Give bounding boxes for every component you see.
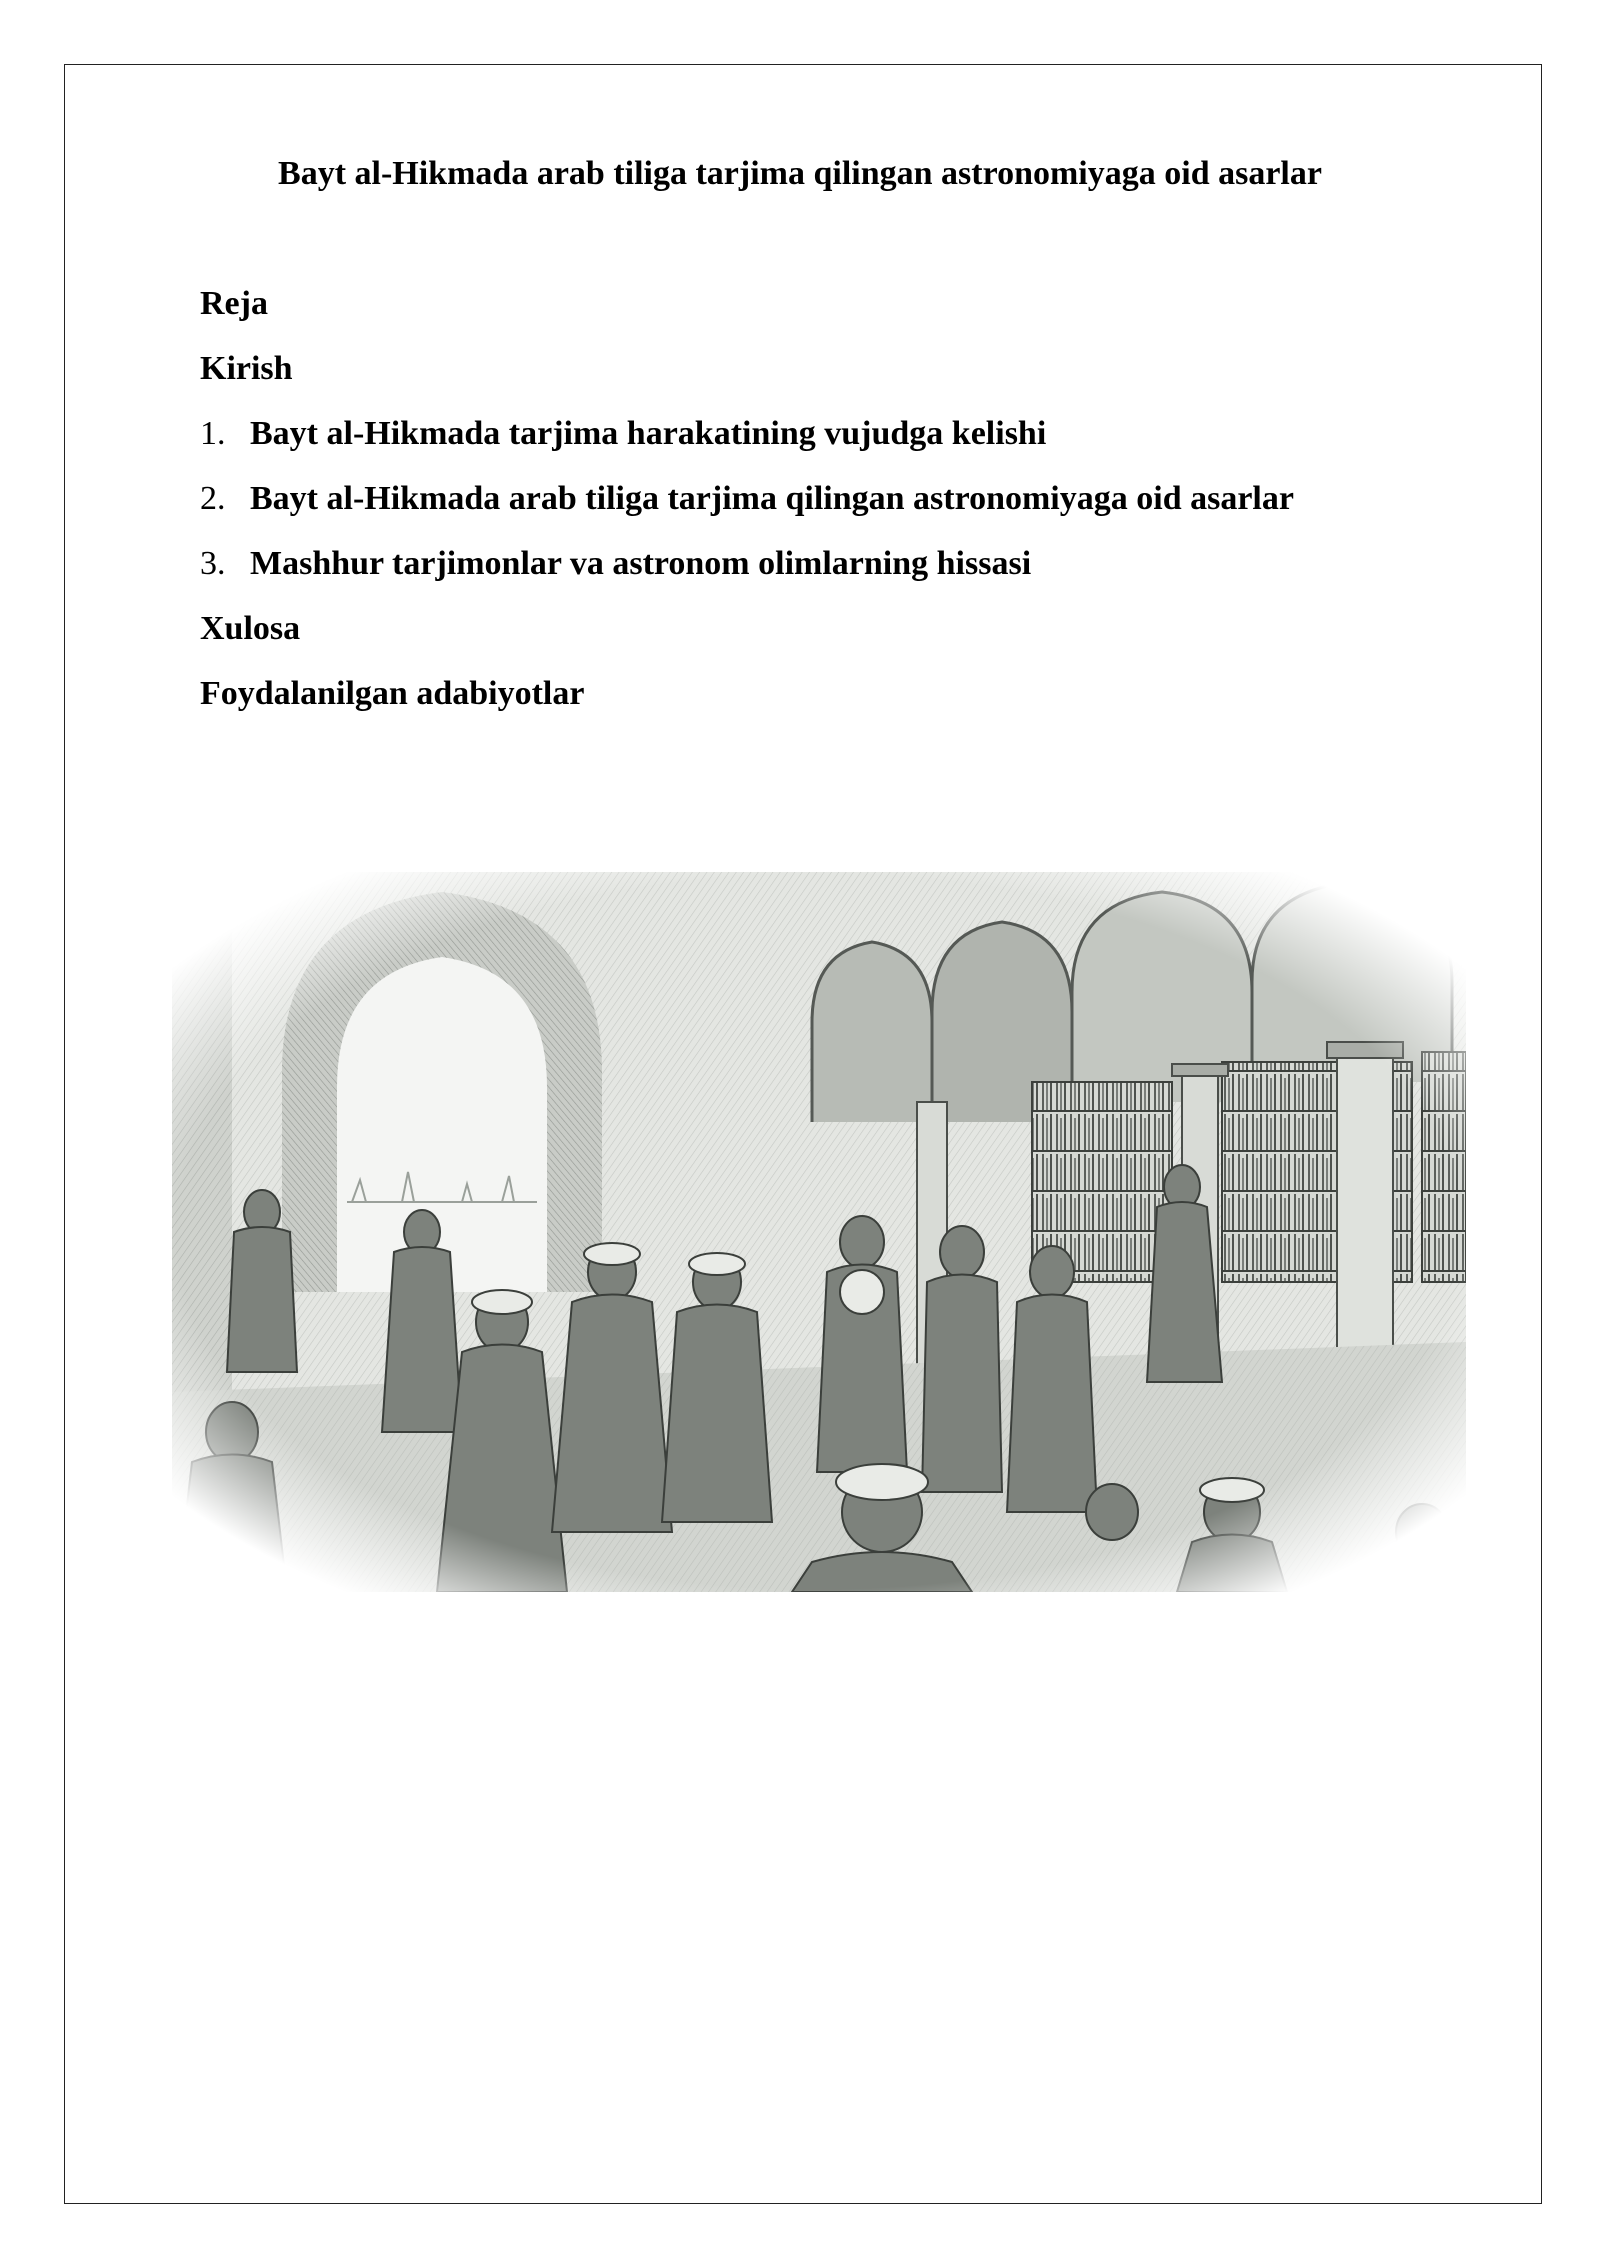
illustration-drawing (172, 872, 1466, 1592)
document-title: Bayt al-Hikmada arab tiliga tarjima qilingan astronomiyaga oid asarlar (278, 155, 1322, 192)
plan-references: Foydalanilgan adabiyotlar (200, 675, 585, 712)
plan-item-text: Mashhur tarjimonlar va astronom olimlarning hissasi (250, 545, 1032, 582)
plan-heading: Reja (200, 285, 268, 322)
plan-item-text: Bayt al-Hikmada arab tiliga tarjima qilingan astronomiyaga oid asarlar (250, 480, 1294, 517)
plan-item-number: 2. (200, 480, 226, 517)
plan-list (200, 282, 1500, 737)
plan-item (200, 477, 1500, 542)
plan-item (200, 412, 1500, 477)
sketch-illustration-icon (172, 872, 1466, 1592)
plan-item (200, 542, 1500, 607)
plan-intro: Kirish (200, 350, 293, 387)
plan-item-text: Bayt al-Hikmada tarjima harakatining vujudga kelishi (250, 415, 1047, 452)
plan-item-number: 3. (200, 545, 226, 582)
plan-conclusion: Xulosa (200, 610, 301, 647)
plan-item-number: 1. (200, 415, 226, 452)
